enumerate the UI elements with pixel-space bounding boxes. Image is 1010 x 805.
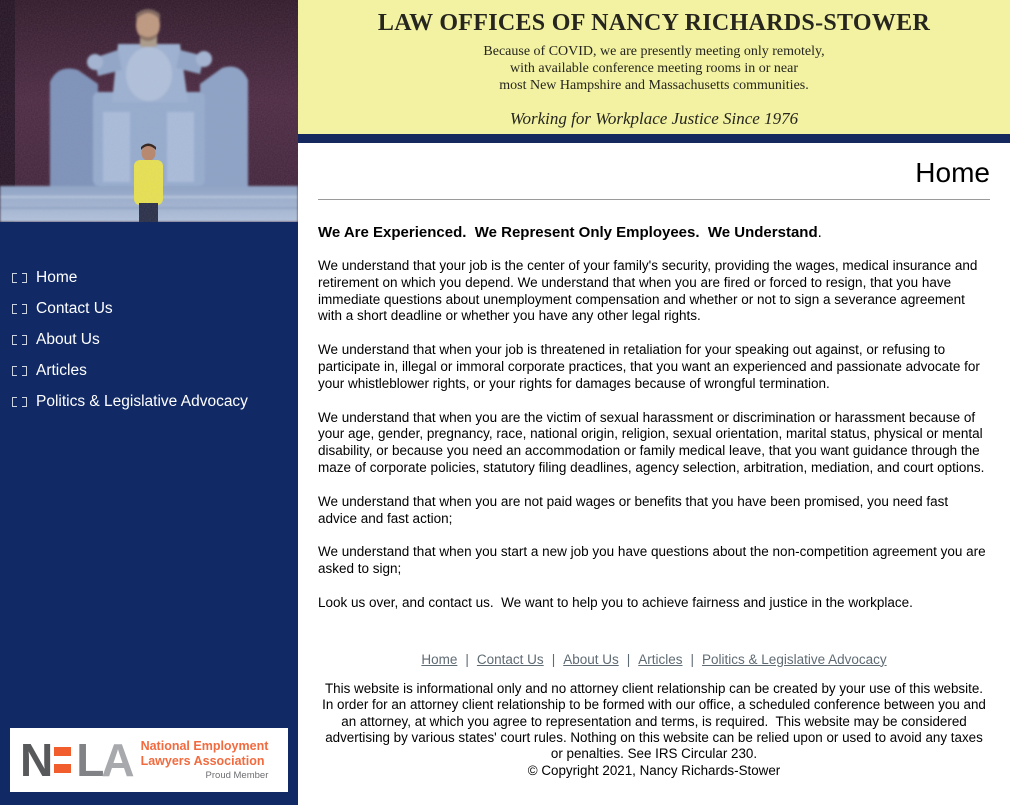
nela-letter-l: L bbox=[76, 734, 102, 786]
paragraph-contact-us: Look us over, and contact us. We want to help you to achieve fairness and justice in the workplace. bbox=[318, 594, 913, 610]
sidebar-item-about-us[interactable] bbox=[12, 324, 298, 355]
footer-separator: | bbox=[465, 651, 469, 667]
paragraph-job-security: We understand that your job is the center of your family's security, providing the wages, medical insurance and retirement on which you depend. We understand that when you are fired or forced to resign, that you have immediate questions about unemployment compensation and whether or not to sign a severance agreement with a short deadline or whether you have any other legal rights. bbox=[318, 258, 982, 324]
covid-notice-line1: Because of COVID, we are presently meeting only remotely, bbox=[483, 44, 825, 59]
footer-link-about-us[interactable]: About Us bbox=[563, 651, 619, 667]
covid-notice bbox=[298, 43, 1010, 94]
nela-badge[interactable] bbox=[10, 728, 288, 792]
sidebar-item-articles[interactable] bbox=[12, 355, 298, 386]
sidebar-item-label: Articles bbox=[36, 361, 87, 379]
nela-letter-e-bars-icon bbox=[54, 747, 71, 773]
page-title: Home bbox=[915, 157, 990, 188]
site-tagline: Working for Workplace Justice Since 1976 bbox=[509, 109, 799, 128]
paragraph-unpaid-wages: We understand that when you are not paid wages or benefits that you have been promised, you need fast advice and fast action; bbox=[318, 493, 952, 526]
bullet-icon bbox=[12, 366, 27, 376]
main-content bbox=[298, 143, 1010, 805]
sidebar-item-label: About Us bbox=[36, 330, 100, 348]
sidebar-item-label: Contact Us bbox=[36, 299, 113, 317]
header-divider-bar bbox=[298, 134, 1010, 143]
sidebar bbox=[0, 0, 298, 805]
sidebar-item-home[interactable] bbox=[12, 262, 298, 293]
paragraph-whistleblower: We understand that when your job is threatened in retaliation for your speaking out against, or refusing to participate in, illegal or immoral corporate practices, that you want an experienced and passionate advocate for your whistleblower rights, or your rights for damages because of wrongful termination. bbox=[318, 342, 984, 391]
sidebar-item-contact-us[interactable] bbox=[12, 293, 298, 324]
covid-notice-line3: most New Hampshire and Massachusetts communities. bbox=[499, 78, 809, 93]
paragraph-non-competition: We understand that when you start a new job you have questions about the non-competition agreement you are asked to sign; bbox=[318, 544, 990, 577]
footer-link-contact-us[interactable]: Contact Us bbox=[476, 651, 544, 667]
lincoln-memorial-photo bbox=[0, 0, 298, 222]
footer-separator: | bbox=[626, 651, 631, 667]
bullet-icon bbox=[12, 273, 27, 283]
nela-letter-a: A bbox=[101, 734, 132, 786]
heading-rule bbox=[318, 199, 990, 200]
bullet-icon bbox=[12, 335, 27, 345]
nela-logo bbox=[20, 734, 132, 786]
bullet-icon bbox=[12, 304, 27, 314]
covid-notice-line2: with available conference meeting rooms in or near bbox=[509, 61, 799, 76]
intro-bold-text: We Are Experienced. We Represent Only Employees. We Understand bbox=[318, 224, 818, 241]
footer-separator: | bbox=[690, 651, 695, 667]
paragraph-harassment-discrimination: We understand that when you are the victim of sexual harassment or discrimination or harassment because of your age, gender, pregnancy, race, national origin, religion, sexual orientation, marital status, physical or mental disability, or because you need an accommodation or family medical leave, that you want guidance through the maze of corporate policies, statutory filing deadlines, agency selection, arbitration, mediation, and court options. bbox=[318, 409, 987, 475]
copyright-notice: © Copyright 2021, Nancy Richards-Stower bbox=[527, 762, 781, 778]
intro-tail: . bbox=[817, 224, 822, 241]
site-header bbox=[298, 0, 1010, 134]
footer-link-home[interactable]: Home bbox=[421, 651, 458, 667]
site-title: LAW OFFICES OF NANCY RICHARDS-STOWER bbox=[377, 10, 931, 36]
footer-link-politics-advocacy[interactable]: Politics & Legislative Advocacy bbox=[702, 651, 887, 667]
legal-disclaimer: This website is informational only and no attorney client relationship can be created by your use of this website. In order for an attorney client relationship to be formed with our office, a scheduled conference between you and an attorney, at which you agree to representation and terms, is required. This website may be considered advertising by various states' court rules. Nothing on this website can be relied upon or used to avoid any taxes or penalties. See IRS Circular 230. bbox=[322, 680, 991, 762]
intro-statement bbox=[318, 224, 990, 241]
sidebar-item-label: Home bbox=[36, 268, 78, 286]
bullet-icon bbox=[12, 397, 27, 407]
footer-link-articles[interactable]: Articles bbox=[638, 651, 683, 667]
nela-proud-member: Proud Member bbox=[205, 770, 269, 781]
footer-nav bbox=[318, 652, 990, 667]
footer-separator: | bbox=[551, 651, 556, 667]
sidebar-item-politics-advocacy[interactable] bbox=[12, 386, 298, 417]
nela-letter-n: N bbox=[20, 734, 51, 786]
nela-text bbox=[141, 739, 269, 781]
sidebar-item-label: Politics & Legislative Advocacy bbox=[36, 392, 248, 410]
nela-org-line2: Lawyers Association bbox=[140, 753, 265, 768]
nela-org-line1: National Employment bbox=[140, 739, 269, 753]
sidebar-nav bbox=[0, 262, 298, 417]
